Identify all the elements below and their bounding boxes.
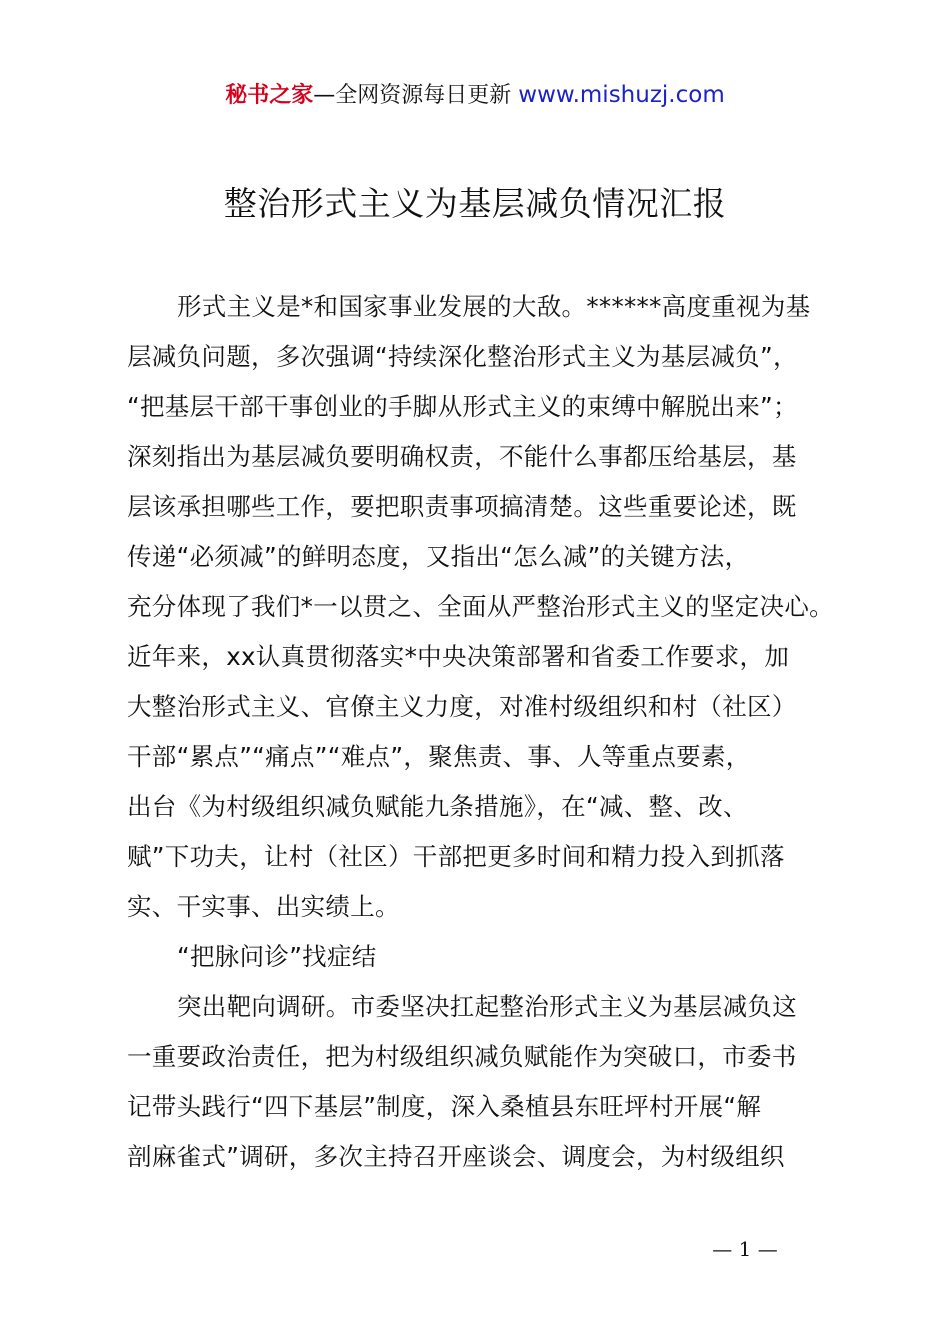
document-title: 整治形式主义为基层减负情况汇报 — [223, 184, 727, 223]
paragraph-line: 层该承担哪些工作，要把职责事项搞清楚。这些重要论述，既 — [127, 492, 797, 521]
paragraph-line: 充分体现了我们*一以贯之、全面从严整治形式主义的坚定决心。 — [127, 592, 834, 621]
section-heading: “把脉问诊”找症结 — [177, 942, 377, 971]
paragraph-line: 大整治形式主义、官僚主义力度，对准村级组织和村（社区） — [127, 692, 797, 721]
paragraph-line: 层减负问题，多次强调“持续深化整治形式主义为基层减负”， — [127, 342, 798, 371]
paragraph-line: 突出靶向调研。市委坚决扛起整治形式主义为基层减负这 — [177, 992, 797, 1021]
paragraph-line: 实、干实事、出实绩上。 — [127, 892, 400, 921]
paragraph-line: 出台《为村级组织减负赋能九条措施》，在“减、整、改、 — [127, 792, 748, 821]
paragraph-line: 赋”下功夫，让村（社区）干部把更多时间和精力投入到抓落 — [127, 842, 785, 871]
site-header-banner — [0, 80, 950, 111]
site-url-link[interactable]: www.mishuzj.com — [518, 82, 725, 108]
paragraph-line: “把基层干部干事创业的手脚从形式主义的束缚中解脱出来”； — [127, 392, 798, 421]
site-tagline: —全网资源每日更新 — [313, 83, 519, 108]
page-number: — 1 — — [712, 1237, 778, 1261]
paragraph-line: 干部“累点”“痛点”“难点”，聚焦责、事、人等重点要素， — [127, 742, 751, 771]
paragraph-line: 一重要政治责任，把为村级组织减负赋能作为突破口，市委书 — [127, 1042, 797, 1071]
document-body — [127, 282, 839, 1182]
paragraph-line: 剖麻雀式”调研，多次主持召开座谈会、调度会，为村级组织 — [127, 1142, 785, 1171]
paragraph-line: 记带头践行“四下基层”制度，深入桑植县东旺坪村开展“解 — [127, 1092, 762, 1121]
paragraph-line: 深刻指出为基层减负要明确权责，不能什么事都压给基层，基 — [127, 442, 797, 471]
paragraph-line: 传递“必须减”的鲜明态度，又指出“怎么减”的关键方法， — [127, 542, 750, 571]
paragraph-line: 形式主义是*和国家事业发展的大敌。******高度重视为基 — [177, 292, 811, 321]
paragraph-line: 近年来，xx认真贯彻落实*中央决策部署和省委工作要求，加 — [127, 642, 790, 671]
site-brand-name: 秘书之家 — [225, 83, 314, 108]
